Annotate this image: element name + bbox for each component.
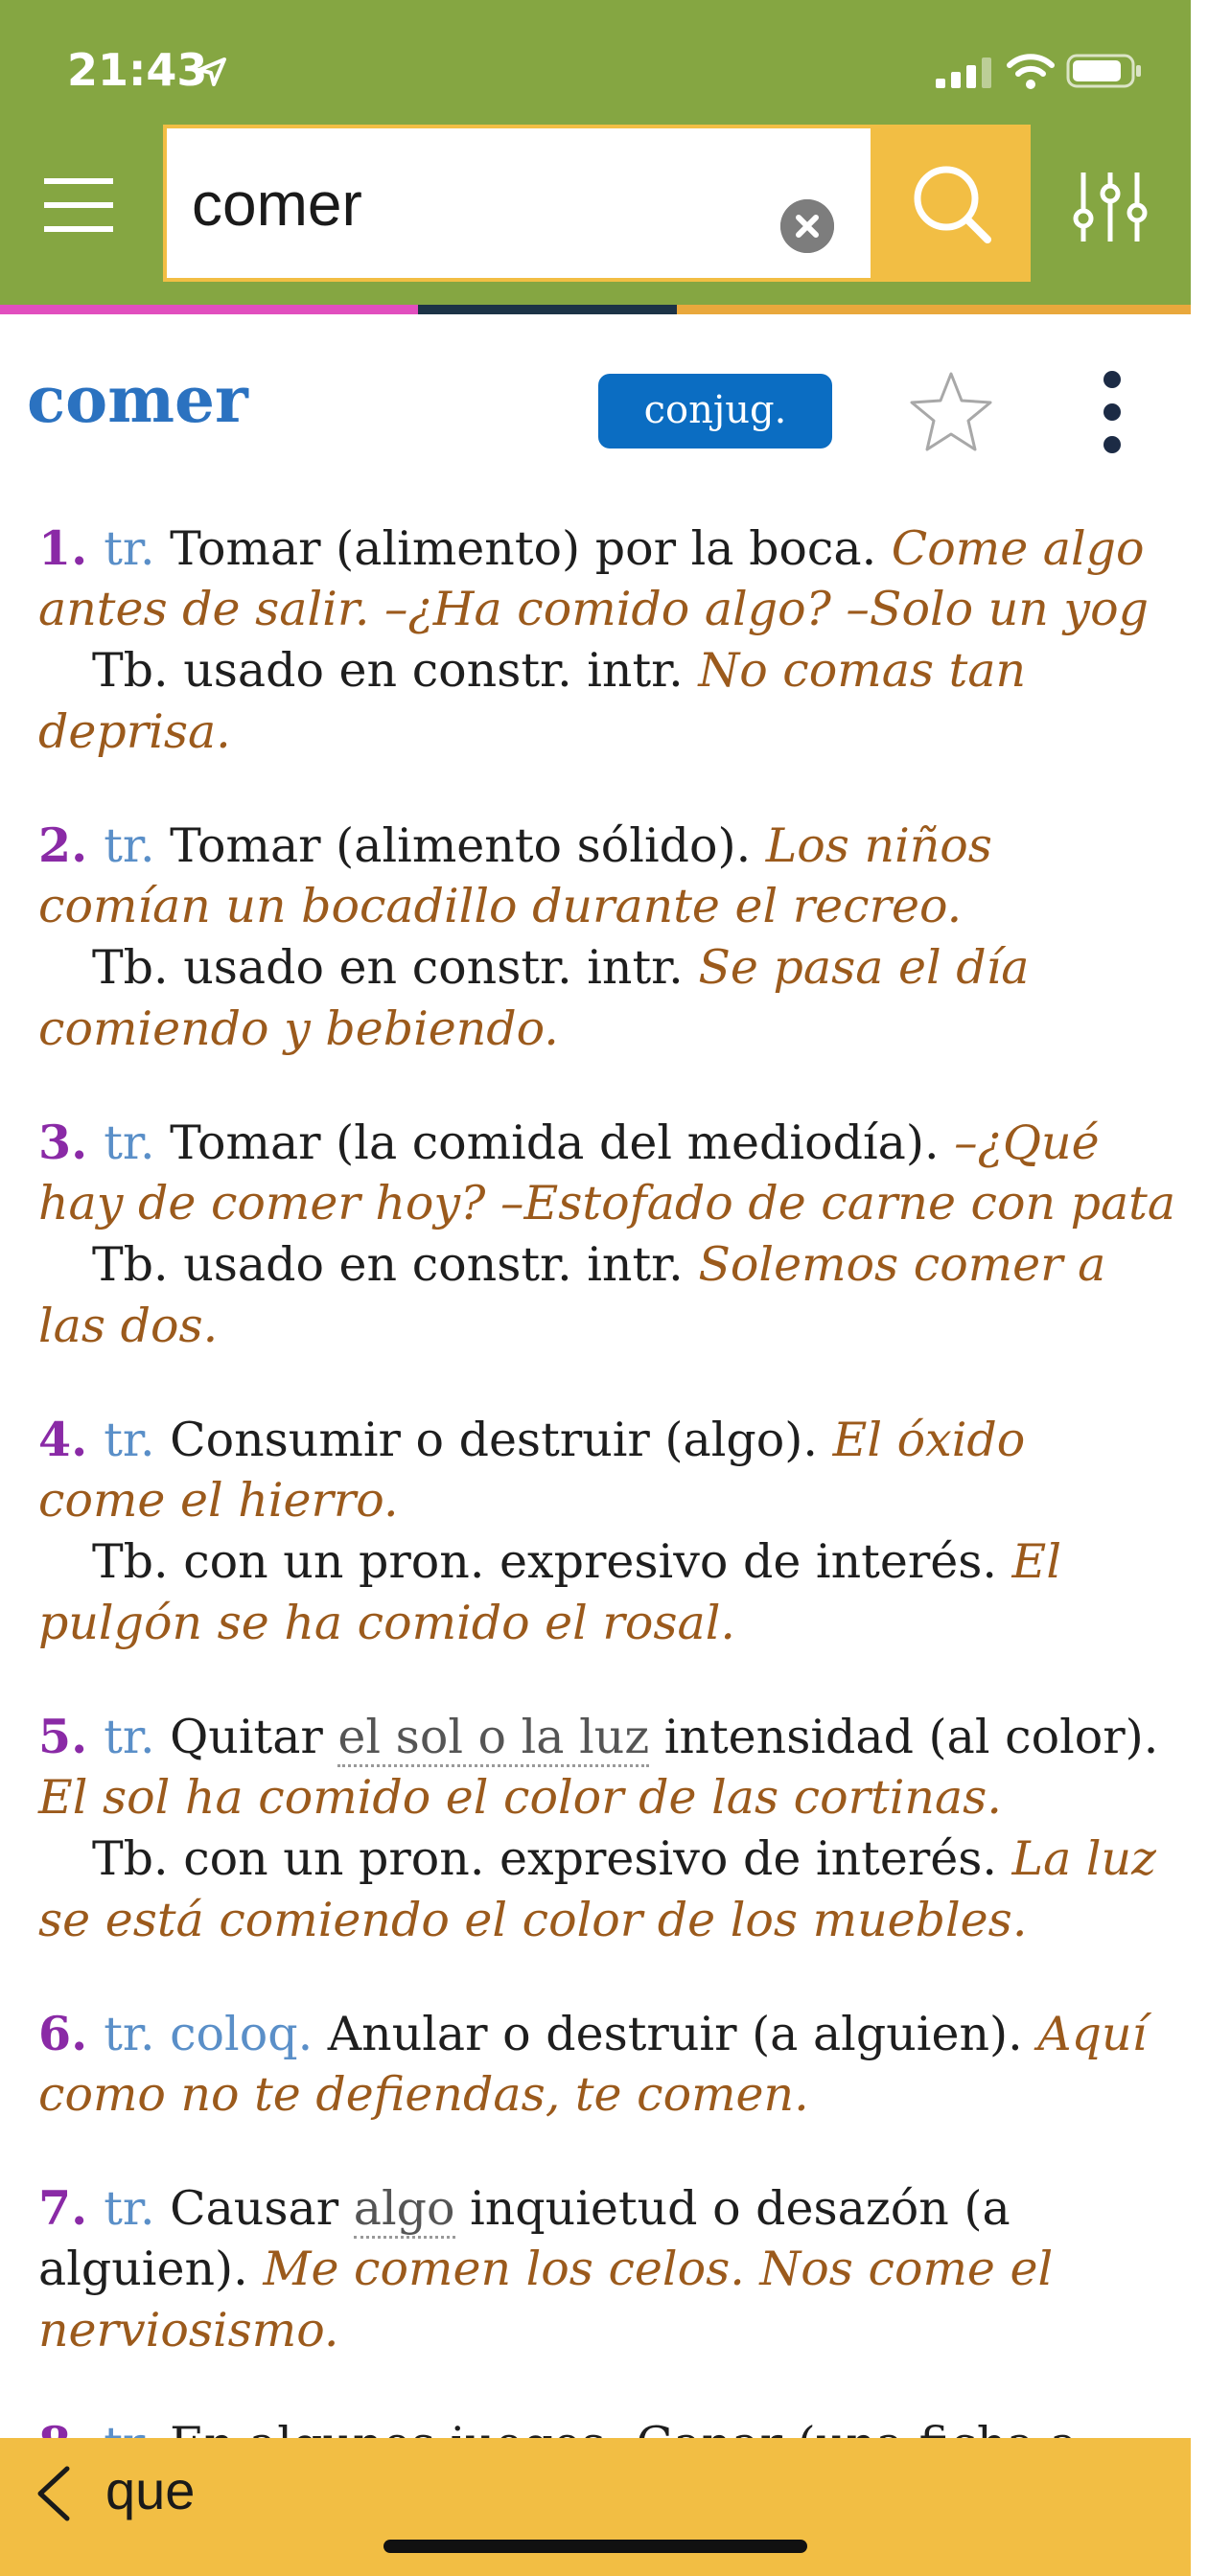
hamburger-menu-icon[interactable] bbox=[44, 171, 113, 240]
definition-text: Tomar (alimento sólido). bbox=[154, 818, 766, 873]
definition-line bbox=[38, 1828, 1208, 1890]
example-text: El óxido bbox=[832, 1413, 1026, 1467]
definition-item bbox=[38, 518, 1208, 763]
definition-number: 5. bbox=[38, 1709, 105, 1764]
cross-reference-link[interactable]: algo bbox=[354, 2181, 455, 2239]
definition-number: 6. bbox=[38, 2006, 105, 2061]
definition-item bbox=[38, 1409, 1208, 1654]
example-text: comían un bocadillo durante el recreo. bbox=[38, 879, 963, 933]
definition-line bbox=[38, 2064, 1208, 2126]
definition-line bbox=[38, 815, 1208, 876]
loading-progress-bar bbox=[0, 305, 1191, 314]
definition-number: 7. bbox=[38, 2180, 105, 2236]
example-text: hay de comer hoy? –Estofado de carne con pata bbox=[38, 1176, 1176, 1230]
definition-line bbox=[38, 1593, 1208, 1654]
definition-line bbox=[38, 1296, 1208, 1357]
example-text: Se pasa el día bbox=[698, 940, 1030, 995]
definition-number: 3. bbox=[38, 1115, 105, 1170]
example-text: antes de salir. –¿Ha comido algo? –Solo un yog bbox=[38, 582, 1149, 636]
example-text: las dos. bbox=[38, 1299, 219, 1353]
definition-text: alguien). bbox=[38, 2242, 264, 2296]
more-vertical-icon[interactable] bbox=[1093, 368, 1131, 456]
battery-icon bbox=[1066, 54, 1143, 88]
grammar-tag: tr. coloq. bbox=[104, 2007, 314, 2061]
definition-text: Tb. con un pron. expresivo de interés. bbox=[92, 1831, 1012, 1886]
grammar-tag: tr. bbox=[104, 521, 155, 576]
star-icon[interactable] bbox=[907, 368, 995, 456]
example-text: Aquí bbox=[1037, 2007, 1148, 2061]
conjugation-button[interactable]: conjug. bbox=[598, 374, 832, 448]
definition-number: 1. bbox=[38, 520, 105, 576]
definition-item bbox=[38, 1112, 1208, 1357]
definition-item bbox=[38, 2003, 1208, 2126]
grammar-tag: tr. bbox=[104, 818, 155, 873]
search-box bbox=[163, 125, 874, 282]
example-text: –¿Qué bbox=[954, 1116, 1100, 1170]
definition-line bbox=[38, 1890, 1208, 1951]
example-text: Solemos comer a bbox=[698, 1237, 1106, 1292]
app-header bbox=[0, 0, 1191, 305]
grammar-tag: tr. bbox=[104, 1116, 155, 1170]
definition-line bbox=[38, 1531, 1208, 1593]
definitions-list bbox=[38, 518, 1208, 2434]
definition-number: 4. bbox=[38, 1412, 105, 1467]
example-text: Me comen los celos. Nos come el bbox=[263, 2242, 1054, 2296]
definition-line bbox=[38, 2003, 1208, 2064]
grammar-tag: tr. bbox=[104, 1413, 155, 1467]
example-text: El bbox=[1011, 1534, 1061, 1589]
definition-item bbox=[38, 1706, 1208, 1951]
definition-line bbox=[38, 999, 1208, 1060]
definition-text: Tomar (alimento) por la boca. bbox=[154, 521, 892, 576]
definition-item bbox=[38, 2177, 1208, 2361]
definition-text: Tb. con un pron. expresivo de interés. bbox=[92, 1534, 1012, 1589]
search-input[interactable] bbox=[192, 161, 767, 247]
definition-line bbox=[38, 876, 1208, 937]
example-text: El sol ha comido el color de las cortinas. bbox=[38, 1770, 1002, 1825]
definition-text: Causar bbox=[154, 2181, 354, 2236]
example-text: Los niños bbox=[765, 818, 992, 873]
status-time: 21:43 bbox=[67, 44, 208, 96]
definition-text: Anular o destruir (a alguien). bbox=[313, 2007, 1038, 2061]
definition-line bbox=[38, 702, 1208, 763]
sliders-icon[interactable] bbox=[1072, 169, 1149, 245]
definition-line bbox=[38, 1234, 1208, 1296]
example-text: se está comiendo el color de los muebles. bbox=[38, 1893, 1028, 1947]
example-text: Come algo bbox=[891, 521, 1145, 576]
definition-line bbox=[38, 937, 1208, 999]
definition-line bbox=[38, 1112, 1208, 1173]
definition-line bbox=[38, 1767, 1208, 1828]
clear-icon[interactable] bbox=[780, 199, 834, 253]
definition-line bbox=[38, 1470, 1208, 1531]
example-text: come el hierro. bbox=[38, 1473, 399, 1528]
definition-item bbox=[38, 815, 1208, 1060]
definition-line bbox=[38, 2177, 1208, 2239]
cellular-signal-icon bbox=[936, 58, 993, 88]
home-indicator bbox=[383, 2540, 807, 2553]
definition-line bbox=[38, 2300, 1208, 2361]
definition-text: Tb. usado en constr. intr. bbox=[92, 643, 699, 698]
bottom-nav-bar bbox=[0, 2438, 1191, 2576]
search-button[interactable] bbox=[874, 125, 1031, 282]
back-button-label[interactable]: que bbox=[105, 2460, 196, 2520]
definition-line bbox=[38, 2239, 1208, 2300]
definition-line bbox=[38, 518, 1208, 579]
example-text: deprisa. bbox=[38, 704, 231, 759]
grammar-tag: tr. bbox=[104, 1710, 155, 1764]
definition-line bbox=[38, 1173, 1208, 1234]
definition-text: Quitar bbox=[154, 1710, 338, 1764]
navigation-arrow-icon bbox=[196, 56, 228, 88]
definition-text: Consumir o destruir (algo). bbox=[154, 1413, 833, 1467]
definition-text: Tomar (la comida del mediodía). bbox=[154, 1116, 955, 1170]
example-text: nerviosismo. bbox=[38, 2303, 339, 2358]
definition-text: Tb. usado en constr. intr. bbox=[92, 1237, 699, 1292]
cross-reference-link[interactable]: el sol o la luz bbox=[337, 1710, 649, 1767]
entry-headword: comer bbox=[27, 362, 248, 437]
example-text: pulgón se ha comido el rosal. bbox=[38, 1596, 735, 1650]
definition-text: intensidad (al color). bbox=[649, 1710, 1159, 1764]
definition-line bbox=[38, 640, 1208, 702]
example-text: La luz bbox=[1011, 1831, 1156, 1886]
wifi-icon bbox=[1007, 52, 1055, 90]
chevron-left-icon[interactable] bbox=[33, 2463, 75, 2524]
example-text: como no te defiendas, te comen. bbox=[38, 2067, 809, 2122]
definition-text: Tb. usado en constr. intr. bbox=[92, 940, 699, 995]
definition-number: 2. bbox=[38, 817, 105, 873]
definition-text: inquietud o desazón (a bbox=[454, 2181, 1011, 2236]
definition-line bbox=[38, 1409, 1208, 1470]
example-text: comiendo y bebiendo. bbox=[38, 1001, 559, 1056]
example-text: No comas tan bbox=[698, 643, 1027, 698]
search-icon bbox=[874, 125, 1031, 282]
definition-line bbox=[38, 579, 1208, 640]
definition-line bbox=[38, 1706, 1208, 1767]
grammar-tag: tr. bbox=[104, 2181, 155, 2236]
